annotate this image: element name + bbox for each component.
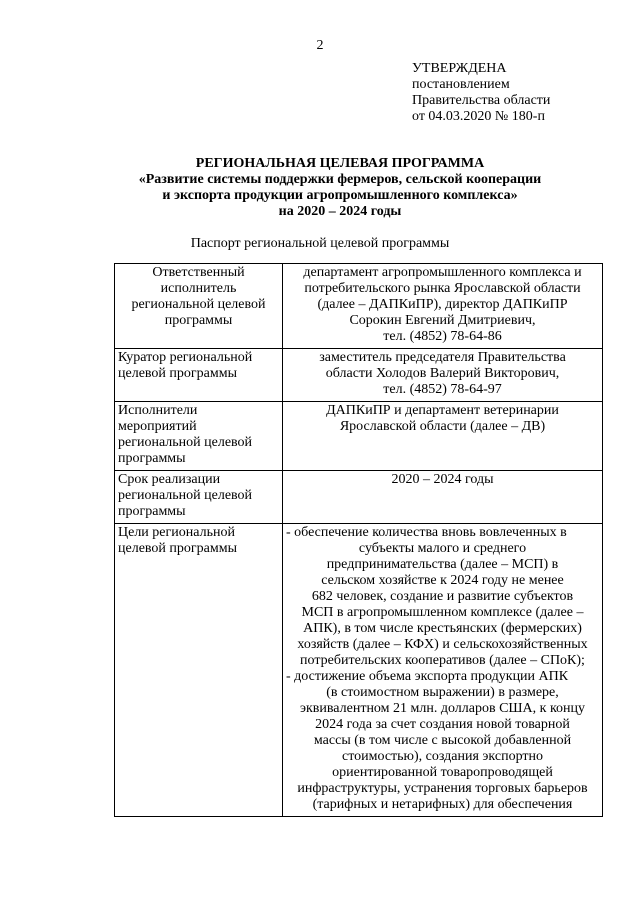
table-row (115, 402, 603, 471)
label-line: региональной целевой (131, 297, 266, 312)
row-value (283, 349, 603, 402)
label-line: программы (118, 504, 186, 519)
approval-line: постановлением (412, 77, 510, 92)
table-row (115, 264, 603, 349)
title-line: на 2020 – 2024 годы (278, 204, 402, 219)
value-line: стоимостью), создания экспортно (341, 749, 544, 764)
value-line: Сорокин Евгений Дмитриевич, (349, 313, 536, 328)
value-line: эквивалентном 21 млн. долларов США, к концу (299, 701, 586, 716)
value-line: потребительских кооперативов (далее – СПоК); (300, 653, 585, 668)
approval-line: УТВЕРЖДЕНА (412, 61, 507, 76)
value-line: - обеспечение количества вновь вовлеченных в (286, 525, 567, 540)
passport-table (114, 263, 603, 817)
label-line: региональной целевой (118, 488, 253, 503)
title-line: РЕГИОНАЛЬНАЯ ЦЕЛЕВАЯ ПРОГРАММА (195, 156, 485, 171)
value-line: ориентированной товаропроводящей (332, 765, 553, 780)
value-line: субъекты малого и среднего (358, 541, 527, 556)
row-value (283, 471, 603, 524)
label-line: мероприятий (118, 419, 197, 434)
label-line: целевой программы (118, 541, 237, 556)
value-line: 2020 – 2024 годы (391, 472, 494, 487)
label-line: Исполнители (118, 403, 198, 418)
approval-stamp (412, 61, 612, 125)
table-row (115, 349, 603, 402)
label-line: Куратор региональной (118, 350, 253, 365)
title-line: «Развитие системы поддержки фермеров, сельской кооперации (138, 172, 542, 187)
value-line: предпринимательства (далее – МСП) в (326, 557, 559, 572)
value-line: (далее – ДАПКиПР), директор ДАПКиПР (317, 297, 568, 312)
row-value (283, 402, 603, 471)
value-line: тел. (4852) 78-64-97 (383, 382, 502, 397)
value-line: сельском хозяйстве к 2024 году не менее (321, 573, 564, 588)
value-line: хозяйств (далее – КФХ) и сельскохозяйственных (297, 637, 588, 652)
row-label (115, 349, 283, 402)
label-line: Ответственный (152, 265, 245, 280)
program-title (80, 156, 600, 220)
value-line: инфраструктуры, устранения торговых барьеров (297, 781, 588, 796)
row-label (115, 264, 283, 349)
approval-line: Правительства области (412, 93, 551, 108)
row-label (115, 471, 283, 524)
value-line: АПК), в том числе крестьянских (фермерских) (303, 621, 582, 636)
row-label (115, 524, 283, 817)
row-value (283, 524, 603, 817)
label-line: программы (118, 451, 186, 466)
label-line: Срок реализации (118, 472, 221, 487)
label-line: региональной целевой (118, 435, 253, 450)
row-value (283, 264, 603, 349)
value-line: 2024 года за счет создания новой товарной (315, 717, 570, 732)
table-row (115, 471, 603, 524)
value-line: области Холодов Валерий Викторович, (325, 366, 560, 381)
value-line: Ярославской области (далее – ДВ) (339, 419, 546, 434)
table-row (115, 524, 603, 817)
value-line: (в стоимостном выражении) в размере, (326, 685, 559, 700)
page-number: 2 (316, 38, 324, 53)
value-line: массы (в том числе с высокой добавленной (313, 733, 572, 748)
value-line: 682 человек, создание и развитие субъектов (311, 589, 574, 604)
label-line: целевой программы (118, 366, 237, 381)
value-line: тел. (4852) 78-64-86 (383, 329, 502, 344)
value-line: МСП в агропромышленном комплексе (далее – (301, 605, 584, 620)
value-line: потребительского рынка Ярославской области (304, 281, 581, 296)
value-line: заместитель председателя Правительства (319, 350, 566, 365)
passport-heading: Паспорт региональной целевой программы (190, 236, 450, 251)
row-label (115, 402, 283, 471)
title-line: и экспорта продукции агропромышленного комплекса» (162, 188, 518, 203)
label-line: программы (164, 313, 233, 328)
label-line: исполнитель (160, 281, 237, 296)
label-line: Цели региональной (118, 525, 235, 540)
value-line: департамент агропромышленного комплекса и (303, 265, 582, 280)
value-line: ДАПКиПР и департамент ветеринарии (326, 403, 559, 418)
value-line: - достижение объема экспорта продукции АПК (286, 669, 569, 684)
value-line: (тарифных и нетарифных) для обеспечения (312, 797, 573, 812)
approval-line: от 04.03.2020 № 180-п (412, 109, 545, 124)
